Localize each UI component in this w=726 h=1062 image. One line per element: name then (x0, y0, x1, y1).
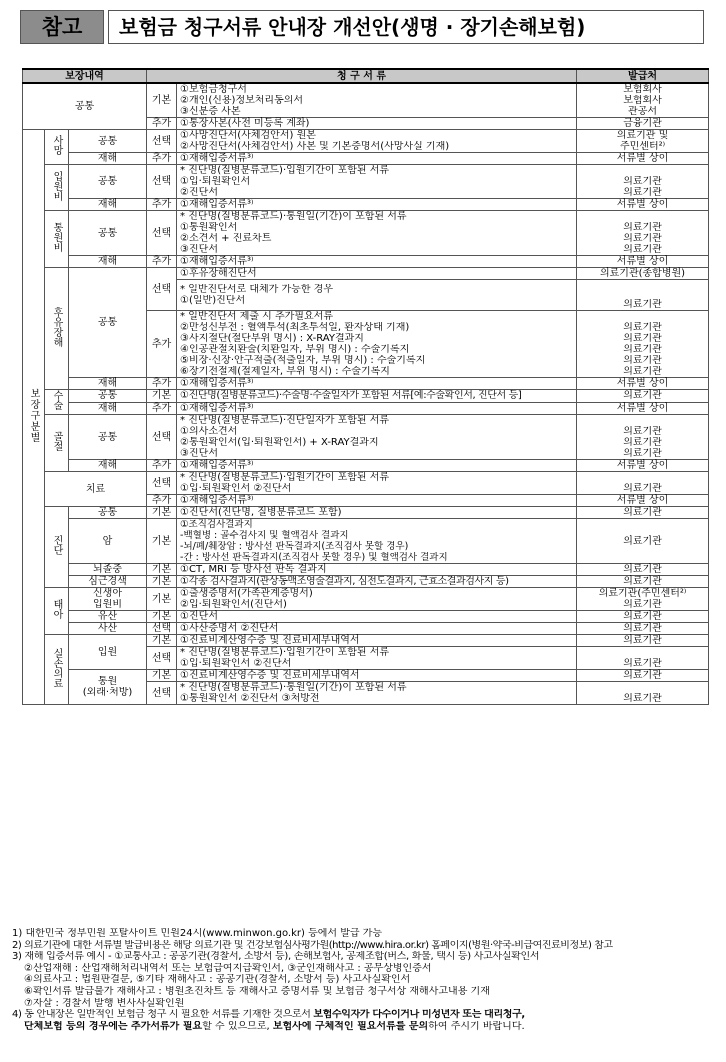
sub-label: 재해 (69, 402, 147, 415)
footnote-4-text: 하여 주시기 바랍니다. (428, 1020, 525, 1032)
docs-cell: ①CT, MRI 등 방사선 판독 결과지 (177, 564, 577, 576)
type-cell: 선택 (147, 623, 177, 635)
doc-line: ①통원확인서 (180, 222, 238, 233)
sub-label (69, 670, 147, 705)
docs-cell: ①재해입증서류³⁾ (177, 256, 577, 268)
issuer-line: 의료기관 및 (616, 130, 669, 141)
table-row (23, 211, 709, 256)
table-row (23, 390, 709, 403)
issuer-cell (577, 588, 709, 611)
docs-cell (177, 415, 577, 460)
table-row (23, 130, 709, 153)
issuer-cell (577, 647, 709, 670)
sub-label: 공통 (69, 507, 147, 519)
group-label: 입원비 (51, 170, 62, 201)
issuer-cell: 의료기관 (577, 390, 709, 403)
table-row (23, 153, 709, 165)
type-cell: 기본 (147, 390, 177, 403)
sub-label: 공통 (69, 211, 147, 256)
reference-tag: 참고 (20, 10, 104, 44)
footnote-4-bold: 보험수익자가 다수이거나 미성년자 또는 대리청구, (313, 1009, 525, 1021)
issuer-cell: 서류별 상이 (577, 378, 709, 390)
table-row (23, 165, 709, 199)
sub-label: 재해 (69, 153, 147, 165)
issuer-cell (577, 83, 709, 118)
issuer-cell: 의료기관(종합병원) (577, 268, 709, 280)
table-row (23, 611, 709, 623)
table-row (23, 268, 709, 280)
sub-label (69, 588, 147, 611)
doc-line: -뇌/폐/췌장암 : 방사선 판독결과지(조직검사 못할 경우) (180, 541, 409, 552)
issuer-cell: 서류별 상이 (577, 153, 709, 165)
table-row (23, 415, 709, 460)
docs-cell (177, 130, 577, 153)
type-cell: 추가 (147, 153, 177, 165)
docs-cell (177, 83, 577, 118)
sub-label: 공통 (69, 130, 147, 153)
doc-line: ⑥장기전절제(절제일자, 부위 명시) : 수술기록지 (180, 366, 390, 377)
group-label: 통원비 (51, 222, 62, 252)
docs-cell (177, 280, 577, 311)
docs-cell: ①각종 검사결과지(관상동맥조영술결과지, 심전도결과지, 근효소결과검사지 등) (177, 576, 577, 588)
docs-cell (177, 472, 577, 495)
doc-line: ①의사소견서 (180, 426, 238, 437)
issuer-line: 보험회사 (623, 84, 662, 95)
doc-line: * 진단명(질병분류코드)·통원일(기간)이 포함된 서류 (180, 682, 407, 693)
issuer-line: 의료기관 (623, 222, 662, 233)
issuer-cell: 서류별 상이 (577, 199, 709, 211)
doc-line: -간 : 방사선 판독결과지(조직검사 못할 경우) 및 혈액검사 결과지 (180, 552, 448, 563)
doc-line: ③진단서 (180, 448, 218, 459)
issuer-line: 의료기관 (623, 244, 662, 255)
group-disability (45, 268, 69, 390)
doc-line: ③진단서 (180, 244, 218, 255)
claim-documents-table (22, 68, 709, 705)
docs-cell: ①진단명(질병분류코드)·수술명·수술일자가 포함된 서류[예:수술확인서, 진단서 등] (177, 390, 577, 403)
type-cell: 추가 (147, 402, 177, 415)
issuer-cell: 의료기관 (577, 611, 709, 623)
group-surgery (45, 390, 69, 415)
type-cell: 추가 (147, 495, 177, 507)
doc-line: ②소견서 + 진료차트 (180, 233, 272, 244)
issuer-cell (577, 280, 709, 311)
table-row (23, 507, 709, 519)
doc-line: ①입·퇴원확인서 ②진단서 (180, 658, 292, 669)
sub-label: 공통 (69, 390, 147, 403)
group-label: 진단 (51, 535, 62, 555)
issuer-line: 의료기관 (623, 426, 662, 437)
footnote-4-text: 할 수 있으므로, (202, 1020, 273, 1032)
doc-line: ①(일반)진단서 (180, 295, 246, 306)
issuer-cell (577, 682, 709, 705)
issuer-cell: 의료기관 (577, 564, 709, 576)
issuer-cell (577, 211, 709, 256)
type-cell: 추가 (147, 118, 177, 130)
docs-cell (177, 165, 577, 199)
doc-line: ①입·퇴원확인서 (180, 176, 251, 187)
issuer-cell: 의료기관 (577, 507, 709, 519)
issuer-line: 의료기관 (623, 366, 662, 377)
doc-line: * 진단명(질병분류코드)·입원기간이 포함된 서류 (180, 165, 390, 176)
type-cell: 기본 (147, 670, 177, 682)
issuer-line: 의료기관 (623, 437, 662, 448)
page-title: 보험금 청구서류 안내장 개선안(생명 · 장기손해보험) (108, 10, 704, 44)
doc-line: * 진단명(질병분류코드)·진단일자가 포함된 서류 (180, 415, 390, 426)
footnote-3-line: ②산업재해 : 산업재해처리내역서 또는 보험급여지급확인서, ③군인재해사고 : 공무상병인증서 (24, 962, 432, 974)
sub-label: 심근경색 (69, 576, 147, 588)
issuer-cell: 의료기관 (577, 635, 709, 647)
footnote-4-line (12, 1021, 718, 1033)
sub-label-line: 신생아 (93, 588, 122, 599)
footnote-3-line: ⑥확인서류 발급불가 재해사고 : 병원초진차트 등 재해사고 증명서류 및 보험금 청구서상 재해사고내용 기재 (24, 985, 490, 997)
table-row (23, 83, 709, 118)
docs-cell (177, 211, 577, 256)
docs-cell: ①재해입증서류³⁾ (177, 402, 577, 415)
footnote-3: 3) 재해 입증서류 예시 - ①교통사고 : 공공기관(경찰서, 소방서 등), 손해보험사, 공제조합(버스, 화물, 택시 등) 사고사실확인서 (12, 951, 540, 963)
docs-cell (177, 647, 577, 670)
sub-label: 뇌졸중 (69, 564, 147, 576)
docs-cell: ①진단서(진단명, 질병분류코드 포함) (177, 507, 577, 519)
footnote-4 (12, 1009, 718, 1021)
issuer-cell: 의료기관 (577, 519, 709, 564)
sub-label: 유산 (69, 611, 147, 623)
type-cell: 선택 (147, 472, 177, 495)
type-cell: 기본 (147, 635, 177, 647)
docs-cell: ①재해입증서류³⁾ (177, 199, 577, 211)
issuer-cell: 서류별 상이 (577, 495, 709, 507)
doc-line: * 일반진단서로 대체가 가능한 경우 (180, 284, 333, 295)
doc-line: ②입·퇴원확인서(진단서) (180, 599, 287, 610)
docs-cell: ①후유장해진단서 (177, 268, 577, 280)
table-row (23, 460, 709, 472)
issuer-cell: 서류별 상이 (577, 402, 709, 415)
issuer-cell: 금융기관 (577, 118, 709, 130)
docs-cell (177, 682, 577, 705)
footnote-2: 2) 의료기관에 대한 서류별 발급비용은 해당 의료기관 및 건강보험심사평가원(http://www.hira.or.kr) 홈페이지(병원·약국-비급여진료비정보) 참고 (12, 939, 613, 951)
type-cell: 기본 (147, 588, 177, 611)
docs-cell (177, 311, 577, 378)
docs-cell: ①통장사본(사전 미등록 계좌) (177, 118, 577, 130)
group-label: 후유장해 (51, 306, 62, 347)
table-row (23, 564, 709, 576)
doc-line: ①사망진단서(사체검안서) 원본 (180, 130, 316, 141)
group-fetus (45, 588, 69, 635)
group-hospitalization (45, 165, 69, 211)
docs-cell: ①재해입증서류³⁾ (177, 153, 577, 165)
group-label: 수술 (51, 390, 62, 410)
issuer-cell (577, 472, 709, 495)
table-row (23, 588, 709, 611)
issuer-cell (577, 415, 709, 460)
doc-line: * 진단명(질병분류코드)·입원기간이 포함된 서류 (180, 472, 390, 483)
doc-line: ③신분증 사본 (180, 106, 241, 117)
row-label-common: 공통 (23, 83, 147, 130)
table-row (23, 378, 709, 390)
sub-label-line: 통원 (97, 676, 118, 687)
doc-line: ①입·퇴원확인서 ②진단서 (180, 483, 292, 494)
footnote-4-bold: 단체보험 등의 경우에는 추가서류가 필요 (24, 1020, 203, 1032)
issuer-line: 의료기관 (623, 299, 662, 310)
table-row (23, 576, 709, 588)
issuer-line: 의료기관 (623, 599, 662, 610)
sub-label: 공통 (69, 165, 147, 199)
group-main-label: 보장구분별 (28, 387, 39, 443)
type-cell: 추가 (147, 378, 177, 390)
group-label: 실손의료 (51, 647, 62, 688)
docs-cell: ①진료비계산영수증 및 진료비세부내역서 (177, 670, 577, 682)
issuer-line: 의료기관 (623, 658, 662, 669)
type-cell: 추가 (147, 199, 177, 211)
sub-label: 암 (69, 519, 147, 564)
type-cell: 선택 (147, 211, 177, 256)
issuer-cell: 의료기관 (577, 670, 709, 682)
issuer-cell: 서류별 상이 (577, 256, 709, 268)
issuer-line: 관공서 (628, 106, 658, 117)
sub-label-line: 입원비 (93, 599, 122, 610)
table-row (23, 635, 709, 647)
footnote-3-line: ④의료사고 : 법원판결문, ⑤기타 재해사고 : 공공기관(경찰서, 소방서 등) 사고사실확인서 (24, 974, 411, 986)
group-diagnosis (45, 507, 69, 588)
sub-label: 재해 (69, 460, 147, 472)
type-cell: 선택 (147, 647, 177, 670)
doc-line: ①보험금청구서 (180, 84, 247, 95)
table-row (23, 256, 709, 268)
issuer-cell: 의료기관 (577, 623, 709, 635)
footnote-4-text: 4) 동 안내장은 일반적인 보험금 청구 시 필요한 서류를 기재한 것으로서 (12, 1009, 314, 1021)
col-header-docs: 청 구 서 류 (147, 69, 577, 83)
sub-label: 재해 (69, 256, 147, 268)
type-cell: 기본 (147, 611, 177, 623)
issuer-line: 의료기관(주민센터²⁾ (598, 588, 687, 599)
doc-line: ②개인(신용)정보처리동의서 (180, 95, 304, 106)
doc-line: ②만성신부전 : 혈액투석(최초투석일, 환자상태 기재) (180, 322, 410, 333)
docs-cell: ①재해입증서류³⁾ (177, 495, 577, 507)
table-header (23, 69, 709, 83)
issuer-cell: 서류별 상이 (577, 460, 709, 472)
issuer-line: 주민센터²⁾ (619, 141, 666, 152)
issuer-line: 의료기관 (623, 483, 662, 494)
doc-line: ②진단서 (180, 187, 218, 198)
doc-line: ④인공관절치환술(치환일자, 부위 명시) : 수술기록지 (180, 344, 410, 355)
doc-line: ②통원확인서(입·퇴원확인서) + X-RAY결과지 (180, 437, 379, 448)
group-treatment: 치료 (45, 472, 147, 507)
issuer-line: 보험회사 (623, 95, 662, 106)
sub-label: 입원 (69, 635, 147, 670)
type-cell: 추가 (147, 256, 177, 268)
sub-label: 재해 (69, 378, 147, 390)
group-main (23, 130, 45, 705)
docs-cell: ①재해입증서류³⁾ (177, 460, 577, 472)
footnote-4-bold: 보험사에 구체적인 필요서류를 문의 (272, 1020, 429, 1032)
doc-line: ①조직검사결과지 (180, 519, 253, 530)
group-label: 태아 (51, 599, 62, 619)
table-row (23, 199, 709, 211)
docs-cell (177, 519, 577, 564)
docs-cell (177, 588, 577, 611)
doc-line: -백혈병 : 골수검사지 및 혈액검사 결과지 (180, 530, 349, 541)
sub-label: 공통 (69, 268, 147, 378)
issuer-line: 의료기관 (623, 333, 662, 344)
group-label: 골절 (51, 431, 62, 451)
doc-line: * 진단명(질병분류코드)·통원일(기간)이 포함된 서류 (180, 211, 407, 222)
group-actual (45, 635, 69, 705)
issuer-line: 의료기관 (623, 233, 662, 244)
type-cell: 추가 (147, 311, 177, 378)
type-cell: 선택 (147, 682, 177, 705)
type-cell: 선택 (147, 130, 177, 153)
issuer-line: 의료기관 (623, 176, 662, 187)
doc-line: * 일반진단서 제출 시 추가필요서류 (180, 311, 333, 322)
type-cell: 선택 (147, 268, 177, 311)
doc-line: ⑤비장·신장·안구적출(적출일자, 부위 명시) : 수술기록지 (180, 355, 426, 366)
type-cell: 선택 (147, 415, 177, 460)
doc-line: * 진단명(질병분류코드)·입원기간이 포함된 서류 (180, 647, 390, 658)
group-death (45, 130, 69, 165)
footnotes (12, 928, 718, 1032)
type-cell: 기본 (147, 83, 177, 118)
issuer-line: 의료기관 (623, 344, 662, 355)
type-cell: 추가 (147, 460, 177, 472)
doc-line: ①출생증명서(가족관계증명서) (180, 588, 313, 599)
group-label: 사망 (51, 135, 62, 155)
sub-label-line: (외래·처방) (82, 687, 133, 698)
docs-cell: ①사산증명서 ②진단서 (177, 623, 577, 635)
issuer-cell (577, 165, 709, 199)
issuer-cell (577, 130, 709, 153)
sub-label: 공통 (69, 415, 147, 460)
doc-line: ②사망진단서(사체검안서) 사본 및 기본증명서(사망사실 기재) (180, 141, 450, 152)
group-fracture (45, 415, 69, 472)
type-cell: 선택 (147, 165, 177, 199)
col-header-issuer: 발급처 (577, 69, 709, 83)
doc-line: ①통원확인서 ②진단서 ③처방전 (180, 693, 320, 704)
type-cell: 기본 (147, 564, 177, 576)
type-cell: 기본 (147, 507, 177, 519)
docs-cell: ①진료비계산영수증 및 진료비세부내역서 (177, 635, 577, 647)
doc-line: ③사지절단(절단부위 명시) : X-RAY결과지 (180, 333, 364, 344)
docs-cell: ①진단서 (177, 611, 577, 623)
table-row (23, 402, 709, 415)
col-header-category: 보장내역 (23, 69, 147, 83)
sub-label: 사산 (69, 623, 147, 635)
type-cell: 기본 (147, 576, 177, 588)
issuer-cell (577, 311, 709, 378)
issuer-line: 의료기관 (623, 448, 662, 459)
table-row (23, 670, 709, 682)
footnote-3-line: ⑦자살 : 경찰서 발행 변사사실확인원 (24, 997, 185, 1009)
issuer-line: 의료기관 (623, 693, 662, 704)
docs-cell: ①재해입증서류³⁾ (177, 378, 577, 390)
issuer-line: 의료기관 (623, 355, 662, 366)
table-row (23, 519, 709, 564)
issuer-line: 의료기관 (623, 187, 662, 198)
table-row (23, 623, 709, 635)
issuer-line: 의료기관 (623, 322, 662, 333)
sub-label: 재해 (69, 199, 147, 211)
type-cell: 기본 (147, 519, 177, 564)
group-outpatient (45, 211, 69, 268)
table-row (23, 472, 709, 495)
issuer-cell: 의료기관 (577, 576, 709, 588)
footnote-1: 1) 대한민국 정부민원 포탈사이트 민원24시(www.minwon.go.kr) 등에서 발급 가능 (12, 928, 383, 939)
